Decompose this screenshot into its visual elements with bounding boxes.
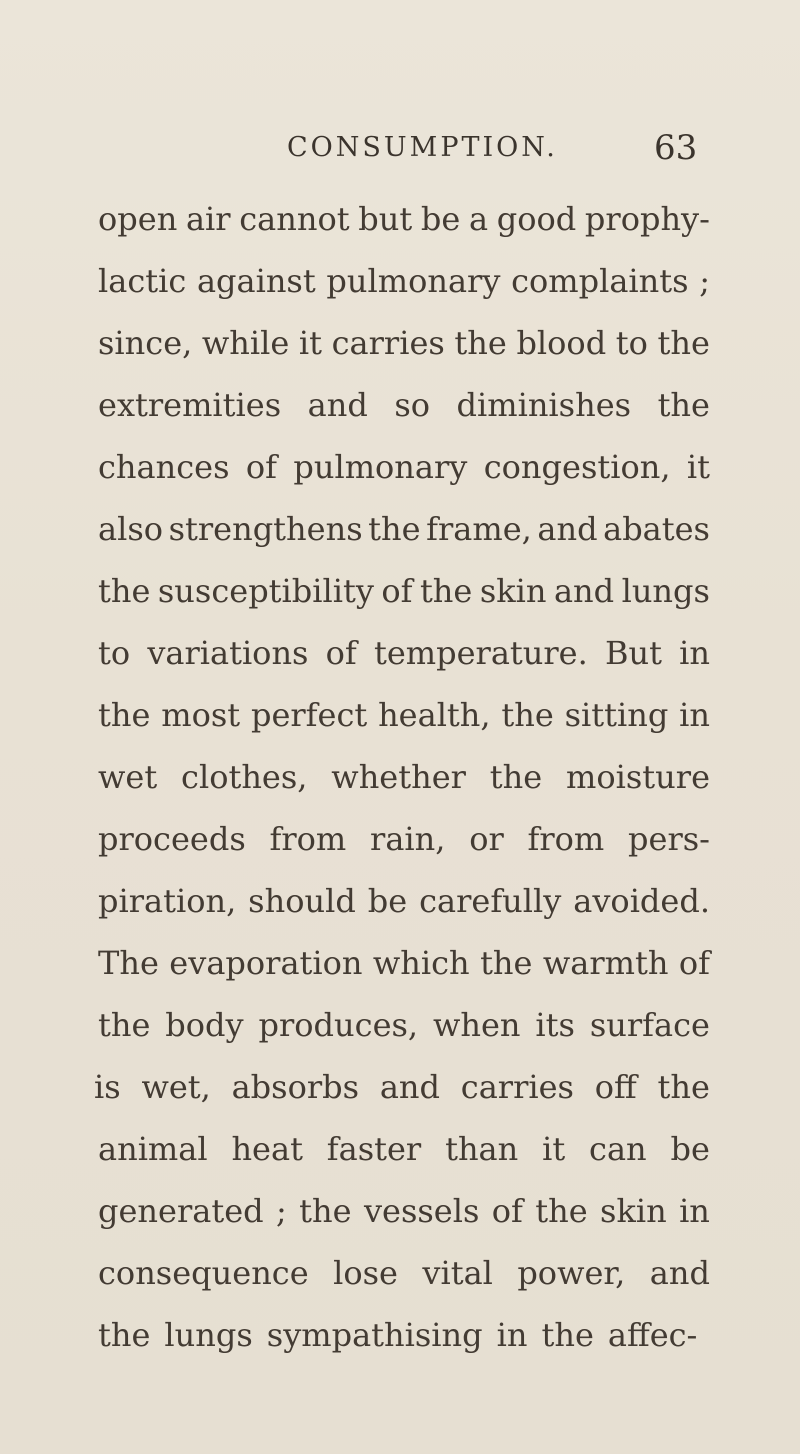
word: also [98,510,163,548]
word: off [594,1068,637,1106]
word: faster [326,1130,422,1168]
word: be [367,882,408,920]
word: vital [422,1254,493,1292]
word: health, [378,696,491,734]
word: the [98,1006,151,1044]
word: of [491,1192,523,1230]
word: and [553,572,615,610]
word: and [379,1068,440,1106]
text-line [98,932,710,994]
running-title: CONSUMPTION. [287,132,558,163]
text-line [98,1118,710,1180]
word: which [372,944,470,982]
word: pers- [628,820,710,858]
word: carries [331,324,445,362]
word: be [670,1130,710,1168]
word: it [686,448,710,486]
word: open [98,200,178,238]
word: of [325,634,357,672]
word: abates [603,510,710,548]
word: to [98,634,131,672]
word: lungs [164,1316,253,1354]
text-line [98,1304,710,1366]
word: in [679,634,710,672]
word: ; [699,262,710,300]
text-line [98,622,710,684]
word: it [298,324,323,362]
word: most [161,696,241,734]
word: to [615,324,648,362]
word: the [454,324,507,362]
word: heat [231,1130,303,1168]
word: so [394,386,430,424]
word: a [468,200,489,238]
word: and [307,386,368,424]
word: perfect [250,696,368,734]
word: complaints [511,262,689,300]
word: in [496,1316,528,1354]
text-line [98,312,710,374]
word: from [527,820,605,858]
text-line [98,684,710,746]
word: or [469,820,504,858]
text-line [98,374,710,436]
word: be [420,200,461,238]
word: its [535,1006,575,1044]
word: temperature. [373,634,588,672]
word: the [489,758,543,796]
word: chances [98,448,230,486]
word: while [201,324,290,362]
word: animal [98,1130,208,1168]
word: lose [333,1254,398,1292]
word: generated [98,1192,264,1230]
word: when [432,1006,521,1044]
word: evaporation [169,944,363,982]
word: the [501,696,554,734]
word: should [248,882,356,920]
word: whether [331,758,466,796]
word: the [480,944,533,982]
text-line [98,1180,710,1242]
word: skin [479,572,547,610]
word: and [649,1254,710,1292]
word: in [679,1192,710,1230]
word: produces, [258,1006,419,1044]
word: the [535,1192,588,1230]
word: variations [147,634,309,672]
text-line [98,1242,710,1304]
word: rain, [370,820,446,858]
word: skin [600,1192,667,1230]
text-line [98,188,710,250]
word: lactic [98,262,187,300]
word: consequence [98,1254,309,1292]
word: warmth [542,944,669,982]
text-line [94,1056,710,1118]
word: is [94,1068,121,1106]
word: can [589,1130,647,1168]
word: the [98,1316,151,1354]
word: power, [517,1254,626,1292]
word: ; [276,1192,287,1230]
word: frame, [426,510,532,548]
word: the [98,696,151,734]
word: sympathising [266,1316,483,1354]
word: the [98,572,151,610]
running-head [0,128,800,172]
word: pulmonary [293,448,468,486]
word: affec- [607,1316,698,1354]
word: diminishes [456,386,632,424]
word: and [537,510,598,548]
text-line [98,560,710,622]
word: wet [98,758,158,796]
word: since, [98,324,193,362]
word: carefully [419,882,562,920]
word: But [604,634,662,672]
word: the [299,1192,352,1230]
word: The [98,944,159,982]
word: prophy- [584,200,710,238]
word: from [269,820,347,858]
page-number: 63 [654,128,698,168]
word: cannot [239,200,350,238]
word: good [496,200,577,238]
word: pulmonary [326,262,501,300]
word: vessels [363,1192,480,1230]
word: sitting [564,696,669,734]
word: proceeds [98,820,246,858]
body-text [94,188,710,1366]
word: air [185,200,231,238]
word: piration, [98,882,237,920]
word: the [657,324,710,362]
word: of [245,448,277,486]
word: extremities [98,386,282,424]
text-line [98,994,710,1056]
word: the [368,510,421,548]
word: body [165,1006,244,1044]
text-line [98,808,710,870]
word: than [445,1130,519,1168]
text-line [98,746,710,808]
text-line [98,436,710,498]
text-line [98,870,710,932]
word: moisture [566,758,710,796]
word: of [678,944,710,982]
word: surface [589,1006,710,1044]
word: congestion, [483,448,671,486]
word: absorbs [231,1068,360,1106]
word: the [657,386,710,424]
word: avoided. [573,882,710,920]
word: the [657,1068,710,1106]
word: it [542,1130,566,1168]
word: carries [460,1068,574,1106]
word: in [679,696,710,734]
word: wet, [141,1068,211,1106]
word: blood [516,324,607,362]
word: susceptibility [157,572,374,610]
word: strengthens [168,510,363,548]
word: of [381,572,413,610]
word: lungs [621,572,710,610]
word: clothes, [181,758,308,796]
text-line [98,250,710,312]
word: but [358,200,413,238]
word: the [419,572,473,610]
text-line [98,498,710,560]
word: the [541,1316,594,1354]
word: against [196,262,316,300]
